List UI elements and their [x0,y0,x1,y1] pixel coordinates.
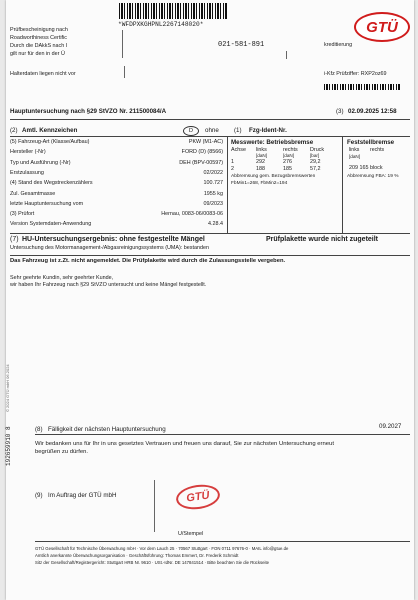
vehicle-field-label: (4) Stand des Wegstreckenzählers [10,180,93,187]
registration-warning: Das Fahrzeug ist z.Zt. nicht angemeldet. Die Prüfplakette wird durch die Zulassungsstelle vergeben. [10,258,286,264]
vehicle-rule [10,233,410,234]
kennzeichen-ohne: ohne [205,127,219,134]
certificate-page [6,0,414,600]
vehicle-field-label: Version Systemdaten-Anwendung [10,221,92,228]
halter-text: Halterdaten liegen nicht vor [10,71,76,77]
brake-fbmin: FbMin1=268, FbMin2=194 [231,181,288,186]
kennzeichen-num: (2) [10,127,18,134]
kreditierung: kreditierung [324,42,353,48]
footer-line-2: Amtlich anerkannte Überwachungsorganisation · Geschäftsführung: Thomas Emmert, Dr. Frederik Schmidt [35,553,239,558]
col-rechts: rechts [283,147,298,153]
fzg-label: Fzg-Ident-Nr. [249,127,287,134]
col-links: links [256,147,267,153]
vehicle-field-value: 09/2023 [203,200,223,207]
header-line-3: Durch die DAkkS nach I [10,43,68,49]
vehicle-field-label: (5) Fahrzeug-Art (Klasse/Aufbau) [10,139,90,145]
gtue-logo: GTÜ [354,12,410,42]
brake-row-2: 2 188 185 57,2 [231,165,321,172]
vehicle-field-value: 4.28.4 [208,221,223,228]
kennzeichen-rule [10,136,410,137]
vehicle-field-value: 100.727 [203,180,223,187]
fest-values: 209 165 block [349,165,383,171]
faelligkeit-value: 09.2027 [379,423,402,430]
uma-result: Untersuchung des Motormanagement-/Abgasreinigungssystems (UMA): bestanden [10,245,209,251]
signature-box [154,480,155,532]
form-box-1 [122,30,123,58]
col-druck: Druck [310,147,325,153]
stempel-label: U/Stempel [178,531,204,537]
document-title: Hauptuntersuchung nach §29 StVZO Nr. 211500084/A [10,108,167,115]
plakette-status: Prüfplakette wurde nicht zugeteilt [266,236,379,243]
col-achse: Achse [231,147,246,153]
side-serial: 192659910 8 [5,426,12,466]
vehicle-field-label: Typ und Ausführung (-Nr) [10,159,71,166]
kennzeichen-label: Amtl. Kennzeichen [22,127,78,134]
fzg-num: (1) [234,127,242,134]
thanks-line-1: Wir bedanken uns für Ihr in uns gesetztes Vertrauen und freuen uns darauf, Sie zur nächsten Untersuchung erneut [35,441,334,447]
halter-box [124,66,125,78]
faelligkeit-label: Fälligkeit der nächsten Hauptuntersuchung [48,426,166,433]
fest-fba: Abbremsung FBA: 19 % [347,174,399,179]
unit-druck: [bar] [310,153,320,159]
brake-table [231,147,335,172]
result-label: HU-Untersuchungsergebnis: ohne festgestellte Mängel [22,236,205,243]
unit-rechts: [daN] [283,153,294,159]
form-box-2 [286,51,287,59]
faelligkeit-num: (8) [35,426,43,433]
notice-text: wir haben Ihr Fahrzeug nach §29 StVZO untersucht und keine Mängel festgestellt. [10,282,207,288]
country-oval: D [183,126,199,136]
thanks-line-2: begrüßen zu dürfen. [35,449,89,455]
vehicle-field-value: PKW (M1-AC) [188,139,223,145]
side-copyright: © 2024 GTÜ mbH 06.2024 [5,364,10,412]
right-code: 021-581-891 [218,41,265,49]
vehicle-field-value: 02/2022 [203,169,223,176]
separator-vehicle-brake [227,137,228,233]
header-line-4: gilt nur für den in der Ü [10,51,65,57]
vehicle-field-value: DEH (BPV-00597) [179,159,223,166]
vehicle-field-value: Hernau, 0083-06/0083-06 [161,211,223,218]
brake-title: Messwerte: Betriebsbremse [231,139,314,146]
header-line-1: Prüfbescheinigung nach [10,27,68,33]
brake-abbremsung: Abbremsung gem. Bezugsbremswerten [231,174,316,179]
fest-rechts: rechts [370,147,385,153]
vehicle-field-label: Hersteller (-Nr) [10,149,46,156]
header-line-2: Roadworthiness Certific [10,35,67,41]
barcode-text: *WFDPXKGHPNL2267148020* [118,21,204,28]
pruefziffer: i-Kfz Prüfziffer: RXP2oz69 [324,71,387,77]
fest-title: Feststellbremse [347,139,395,146]
small-barcode [324,84,400,90]
footer-line-1: GTÜ Gesellschaft für Technische Überwachung mbH · Vor dem Lauch 25 · 70567 Stuttgart · FON 0711 97676-0 · MAIL info@gtue.de [35,546,289,551]
greeting: Sehr geehrte Kundin, sehr geehrter Kunde, [10,275,114,281]
vehicle-field-value: FORD (D) (8566) [181,149,223,156]
faelligkeit-rule [35,434,410,435]
signature-label: Im Auftrag der GTÜ mbH [48,492,117,499]
separator-brake-fest [342,137,343,233]
vehicle-field-label: Zul. Gesamtmasse [10,190,56,197]
result-num: (7) [10,236,19,243]
document-date: 02.09.2025 12:58 [348,108,397,115]
fest-links: links [349,147,360,153]
date-label: (3) [336,108,344,115]
top-barcode [119,3,227,19]
footer-line-3: Sitz der Gesellschaft/Registergericht: Stuttgart HRB Nr. 9610 · USt.-IdNr. DE 147841514 · Bitte beachten Sie die Rückseite [35,560,270,565]
vehicle-field-value: 1955 kg [203,190,223,197]
result-rule [10,255,410,256]
signature-rule [35,541,410,542]
signature-num: (9) [35,492,43,499]
vehicle-field-label: Erstzulassung [10,169,44,176]
gtue-stamp: GTÜ [175,482,222,512]
fest-unit: [daN] [349,154,360,159]
title-rule [10,119,410,120]
vehicle-field-label: (3) Prüfort [10,211,35,218]
brake-row-1: 1 292 276 29,2 [231,159,321,166]
vehicle-field-label: letzte Hauptuntersuchung vom [10,200,84,207]
unit-links: [daN] [256,153,267,159]
